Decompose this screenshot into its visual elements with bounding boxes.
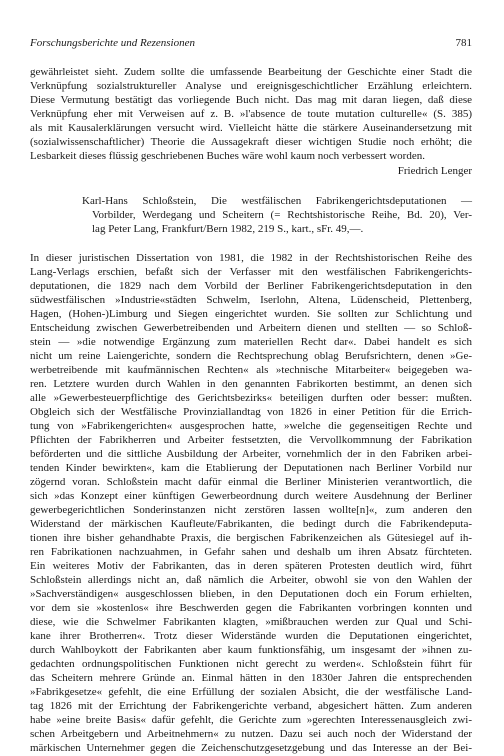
text-line: gewerbegerichtlichen Sonderinstanzen nicht zerstören lassen wollte[n]«, zum anderen den — [30, 504, 472, 516]
text-line: Verknüpfung eher mit Verweisen auf z. B. »l'absence de toute mutation culturelle« (S. 385) — [30, 108, 472, 120]
text-line: tung von »Fabrikengerichten« ausgesprochen hatte, »welche die gegenseitigen Rechte und — [30, 420, 472, 432]
text-line: tag 1826 mit der Errichtung der Fabrikengerichte verband, abgesichert hätten. Zum anderen — [30, 700, 472, 712]
text-line: Hagen, (Hohen-)Limburg und Siegen eingerichtet wurden. Sie sollten zur Schlichtung und — [30, 308, 472, 320]
text-line: (sozialwissenschaftlicher) Theorie die Aussagekraft dieser wichtigen Studie noch erhöht; die — [30, 136, 472, 148]
text-line: schen Arbeitgebern und Arbeitnehmern« zu nutzen. Dazu sei auch noch der Widerstand der — [30, 728, 472, 740]
text-line: »Sachverständigen« ausgeschlossen blieben, in den Deputationen doch ein Forum erhielten, — [30, 588, 472, 600]
text-line: diese, wie die Schwelmer Fabrikanten klagten, »mißbrauchen werden zur Qual und Schi- — [30, 616, 472, 628]
text-line: sich »das Konzept einer künftigen Gewerbeordnung durch weitere Ausdehnung der Berliner — [30, 490, 472, 502]
text-line: Lesbarkeit dieses flüssig geschriebenen Buches wäre wohl kaum noch verbessert worden. — [30, 150, 425, 162]
text-line: alle »Gewerbesteuerpflichtige des Gerichtsbezirks« beteiligen durften oder besser: mußten. — [30, 392, 472, 404]
text-line: das Scheitern mehrere Gründe an. Einmal hätten in den 1830er Jahren die entsprechenden — [30, 672, 472, 684]
text-line: Schloßstein allerdings nicht an, daß nämlich die Arbeiter, obwohl sie von den Wahlen der — [30, 574, 472, 586]
text-line: Widerstand der märkischen Kaufleute/Fabrikanten, die bedingt durch die Fabrikendeputa- — [30, 518, 472, 530]
text-line: In dieser juristischen Dissertation von 1981, die 1982 in der Rechtshistorischen Reihe des — [30, 252, 472, 264]
biblio-line: Karl-Hans Schloßstein, Die westfälischen Fabrikengerichtsdeputationen — — [82, 195, 472, 207]
text-line: zögernd voran. Schloßstein macht dafür einmal die Berliner Ministerien verantwortlich, die — [30, 476, 472, 488]
text-line: Pflichten der Fabrikherren und Arbeiter festsetzten, die Vervollkommnung der Fabrikation — [30, 434, 472, 446]
text-line: nicht um reine Laiengerichte, sondern die Rechtsprechung oblag Berufsrichtern, denen »Ge- — [30, 350, 472, 362]
text-line: habe »eine breite Basis« dafür gefehlt, die Gerichte zum »gerechten Interessenausgleich zwi- — [30, 714, 472, 726]
running-head — [30, 35, 472, 51]
text-line: als mit Kausalerklärungen versucht wird. Vielleicht hätte die stärkere Auseinandersetzung mit — [30, 122, 472, 134]
text-line: Verknüpfung sozialstruktureller Analyse und ereignisgeschichtlicher Erzählung erleichtern. — [30, 80, 472, 92]
page-number: 781 — [455, 37, 472, 49]
text-line: »Fabrikgesetze« gefehlt, die eine Erfüllung der sozialen Absicht, die der westfälische Land- — [30, 686, 472, 698]
text-line: Lang-Verlags erschien, befaßt sich der Verfasser mit den westfälischen Fabrikengerichts- — [30, 266, 472, 278]
text-line: märkischen Unternehmer gegen die Zeichenschutzgesetzgebung und das Interesse an der Bei- — [30, 742, 472, 754]
text-line: Ein weiteres Motiv der Fabrikanten, das in deren späteren Protesten deutlich wird, führt — [30, 560, 472, 572]
text-line: durch Wahlboykott der Fabrikanten aber kaum funktionsfähig, um insgesamt der »ihnen zu- — [30, 644, 472, 656]
text-line: Obgleich sich der Westfälische Provinziallandtag von 1826 in einer Petition für die Errich- — [30, 406, 472, 418]
reviewer-name: Friedrich Lenger — [397, 165, 472, 177]
text-line: tionen ihre bisher gehandhabte Praxis, die bergischen Fabrikenzeichen als Gütesiegel auf ih- — [30, 532, 472, 544]
text-line: Entscheidung zwischen Gewerbetreibenden und Arbeitern dienen und stellten — so Schloß- — [30, 322, 472, 334]
text-line: beförderten und die sittliche Ausbildung der Arbeiter, vornehmlich der in den Fabriken arbei- — [30, 448, 472, 460]
text-line: tenden Kinder bewirkten«, kam die Etablierung der Deputationen nach Berliner Vorbild nur — [30, 462, 472, 474]
text-line: ren. Letztere wurden durch Wahlen in den genannten Fabrikorten bestimmt, an denen sich — [30, 378, 472, 390]
text-line: vor dem sie »kostenlos« ihre Beschwerden gegen die Fabrikanten vorbringen konnten und — [30, 602, 472, 614]
text-line: ren Fabrikationen nachzuahmen, in Gefahr sahen und deshalb um ihren Absatz fürchteten. — [30, 546, 472, 558]
text-line: deputationen, die 1829 nach dem Vorbild der Berliner Fabrikengerichtsdeputation in den — [30, 280, 472, 292]
biblio-line: lag Peter Lang, Frankfurt/Bern 1982, 219 S., kart., sFr. 49,—. — [92, 223, 364, 235]
section-title: Forschungsberichte und Rezensionen — [30, 37, 195, 49]
biblio-line: Vorbilder, Werdegang und Scheitern (= Rechtshistorische Reihe, Bd. 20), Ver- — [92, 209, 472, 221]
text-line: werbetreibende mit kaufmännischen Rechten« als »technische Mitarbeiter« beigegeben wa- — [30, 364, 472, 376]
text-line: gewährleistet sieht. Zudem sollte die umfassende Bearbeitung der Geschichte einer Stadt die — [30, 66, 472, 78]
text-line: Diese Vermutung bestätigt das vorliegende Buch nicht. Das mag mit daran liegen, daß diese — [30, 94, 472, 106]
text-line: stein — »die notwendige Ergänzung zum materiellen Recht dar«. Dabei handelt es sich — [30, 336, 472, 348]
text-line: kane ihrer Brotherren«. Trotz dieser Widerstände wurden die Deputationen eingerichtet, — [30, 630, 472, 642]
text-line: südwestfälischen »Industrie«städten Schwelm, Iserlohn, Altena, Lüdenscheid, Plettenberg, — [30, 294, 472, 306]
text-line: gedachten ordnungspolitischen Funktionen nicht gerecht zu werden«. Schloßstein führt für — [30, 658, 472, 670]
